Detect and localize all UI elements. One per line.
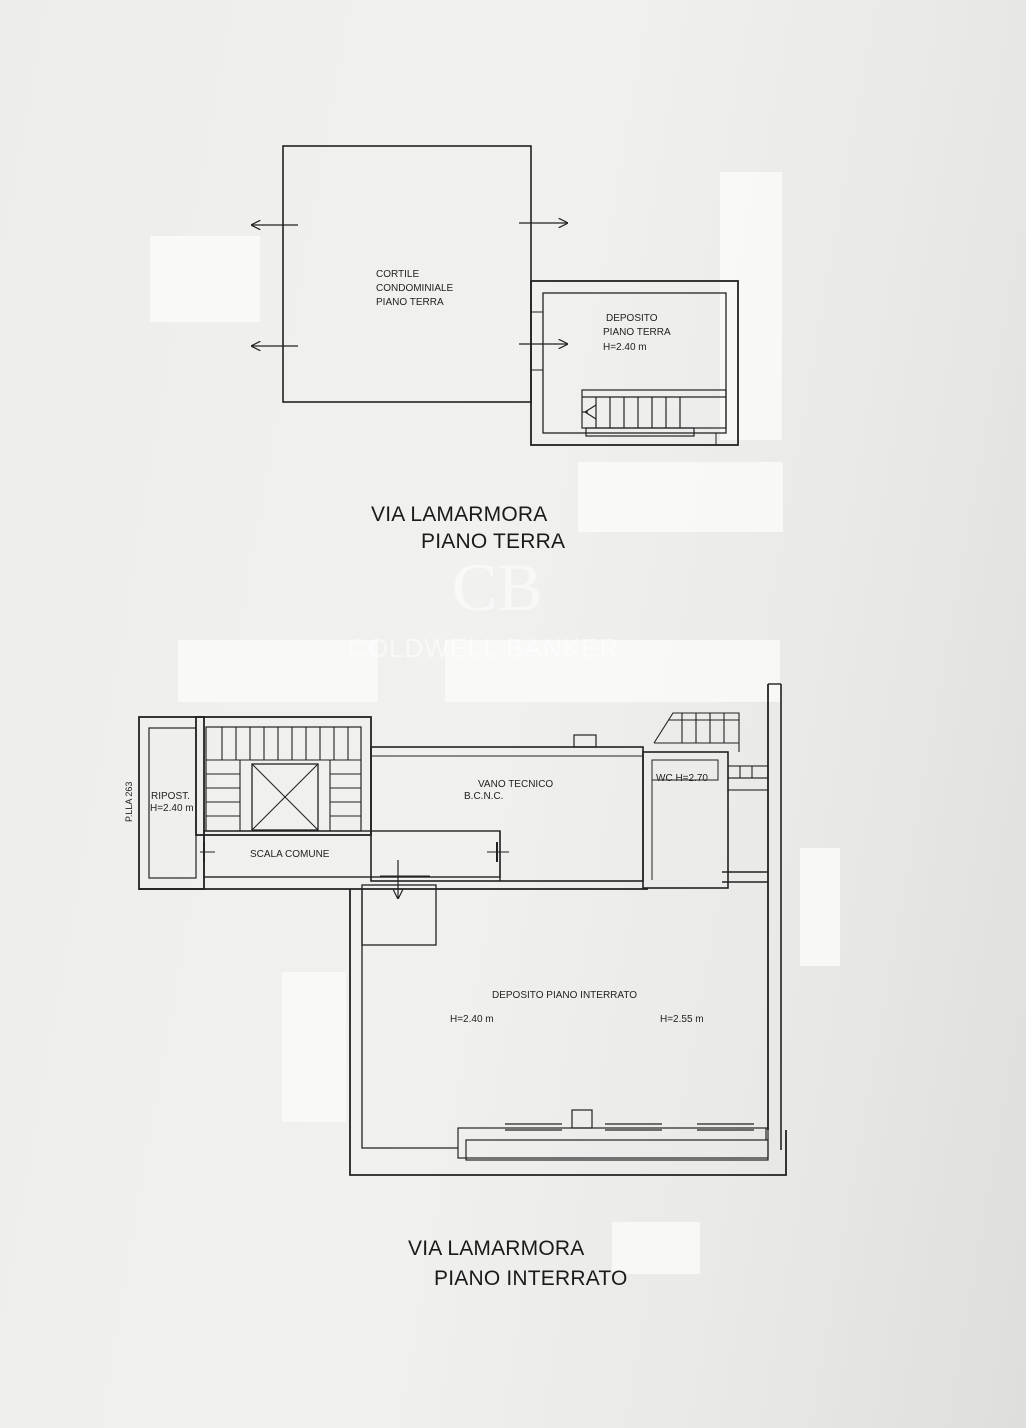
ground-floor-staircase bbox=[582, 390, 726, 436]
courtyard-label-line-2: CONDOMINIALE bbox=[376, 283, 454, 294]
courtyard-label-line-3: PIANO TERRA bbox=[376, 297, 444, 308]
technical-room-outline bbox=[371, 747, 643, 881]
common-staircase bbox=[206, 727, 361, 831]
basement-plan bbox=[139, 684, 786, 1175]
parcel-label: P.LLA 263 bbox=[124, 781, 134, 822]
basement-stair-box bbox=[362, 885, 436, 945]
storage-ground-label-line-3: H=2.40 m bbox=[603, 342, 647, 353]
storage-ground-label-line-1: DEPOSITO bbox=[606, 313, 658, 324]
common-stair-corridor bbox=[204, 831, 500, 877]
stairwell-inner bbox=[206, 727, 361, 831]
courtyard-label-line-1: CORTILE bbox=[376, 269, 420, 280]
basement-storage-outer-wall bbox=[350, 889, 786, 1175]
watermark-monogram: CB bbox=[452, 549, 543, 625]
ground-floor-caption-line-1: VIA LAMARMORA bbox=[371, 503, 548, 526]
basement-storage-inner-wall bbox=[362, 889, 458, 1148]
watermark-brand: COLDWELL BANKER bbox=[348, 633, 620, 663]
common-stair-label: SCALA COMUNE bbox=[250, 849, 330, 860]
ground-floor-plan bbox=[252, 146, 738, 445]
height-left-label: H=2.40 m bbox=[450, 1014, 494, 1025]
wc-label: WC H=2.70 bbox=[656, 773, 708, 784]
closet-label-line-1: RIPOST. bbox=[151, 791, 190, 802]
basement-caption-line-1: VIA LAMARMORA bbox=[408, 1237, 585, 1260]
storage-outer-wall bbox=[531, 281, 738, 445]
height-right-label: H=2.55 m bbox=[660, 1014, 704, 1025]
basement-storage-label: DEPOSITO PIANO INTERRATO bbox=[492, 990, 638, 1001]
ground-floor-caption-line-2: PIANO TERRA bbox=[421, 530, 566, 553]
technical-room-label-line-2: B.C.N.C. bbox=[464, 791, 504, 802]
bottom-window-band bbox=[458, 1110, 768, 1160]
closet-label-line-2: H=2.40 m bbox=[150, 803, 194, 814]
storage-ground-label-line-2: PIANO TERRA bbox=[603, 327, 671, 338]
basement-caption-line-2: PIANO INTERRATO bbox=[434, 1267, 628, 1290]
technical-room-label-line-1: VANO TECNICO bbox=[478, 779, 554, 790]
